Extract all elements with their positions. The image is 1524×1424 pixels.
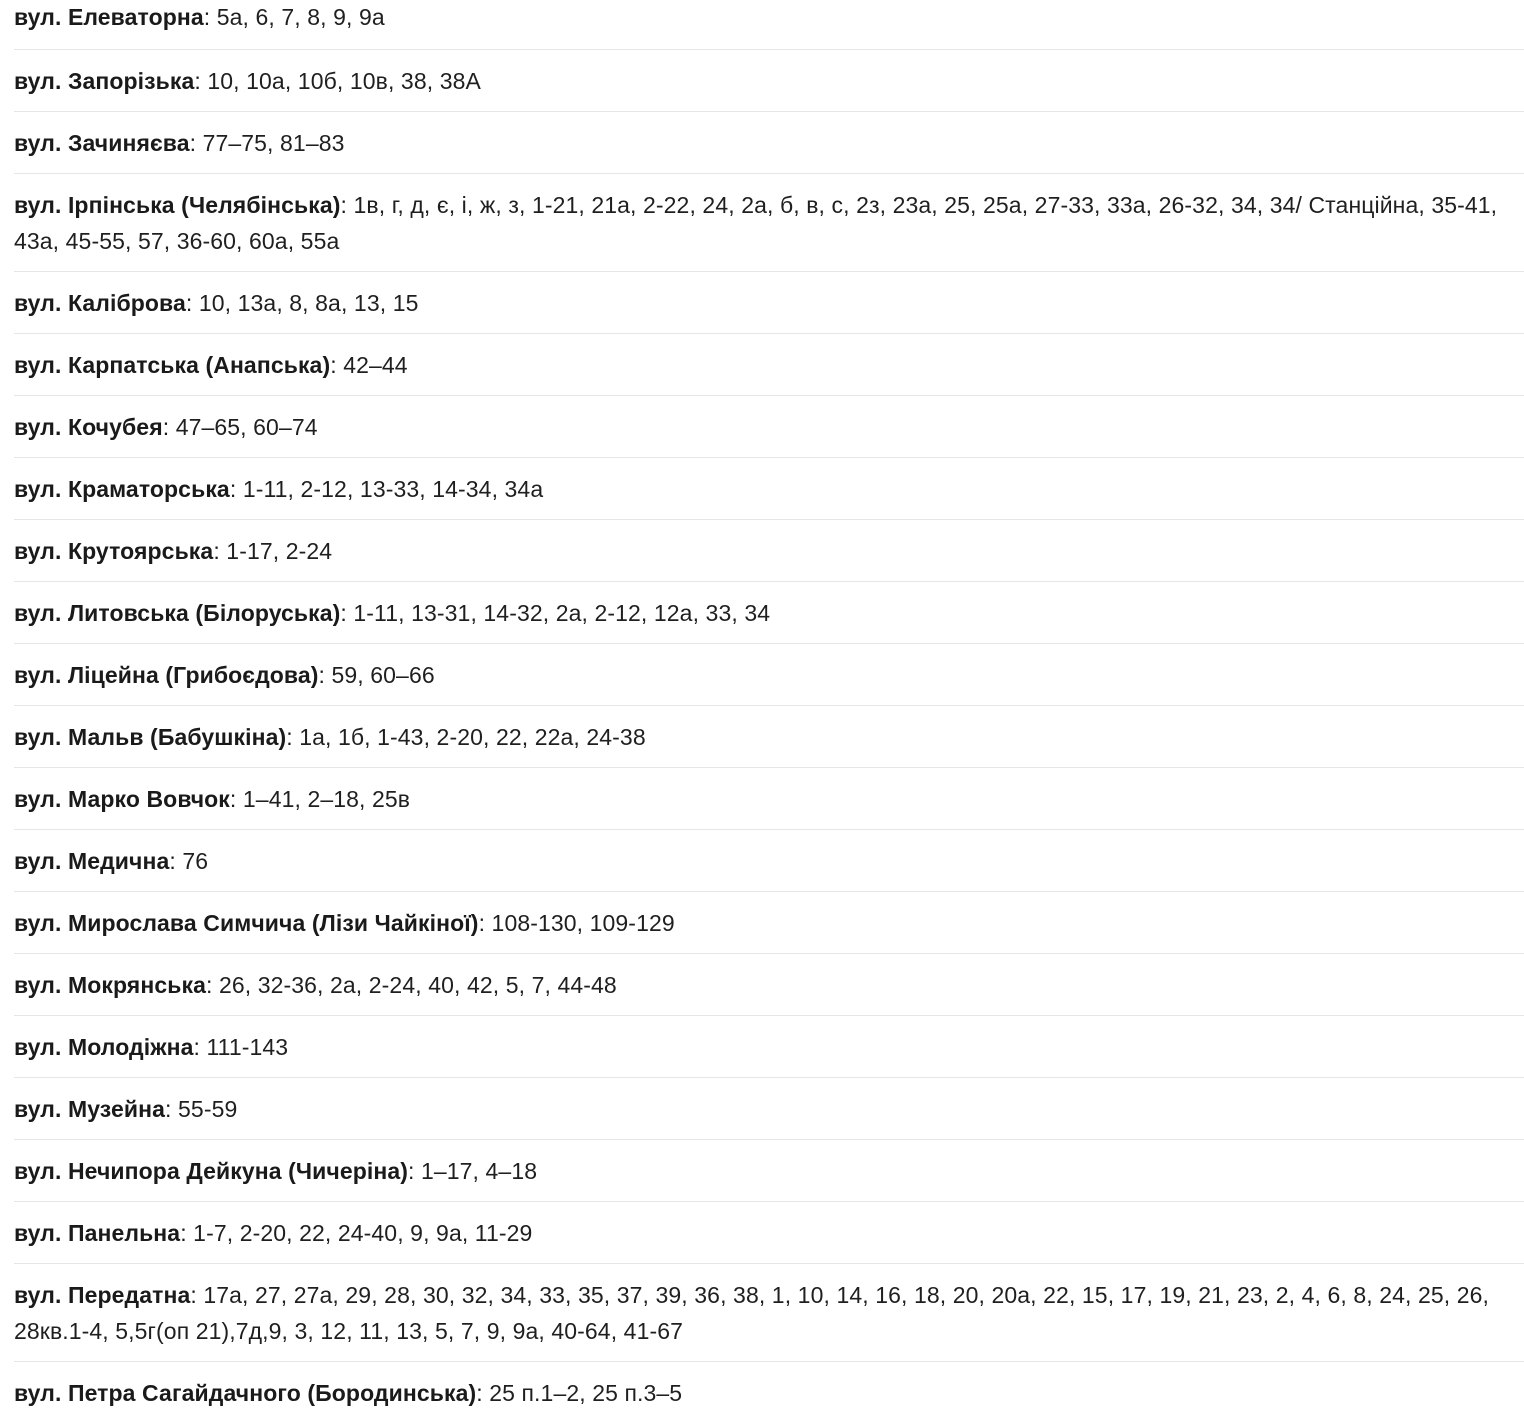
house-numbers: 42–44 (343, 352, 408, 378)
separator: : (318, 662, 332, 688)
list-item (14, 1362, 1524, 1424)
separator: : (408, 1158, 421, 1184)
street-name: вул. Ірпінська (Челябінська) (14, 192, 341, 218)
house-numbers: 26, 32-36, 2а, 2-24, 40, 42, 5, 7, 44-48 (218, 972, 617, 998)
house-numbers: 1-11, 2-12, 13-33, 14-34, 34а (242, 476, 544, 502)
separator: : (169, 848, 183, 874)
separator: : (189, 130, 203, 156)
house-numbers: 1–17, 4–18 (420, 1158, 538, 1184)
street-name: вул. Ліцейна (Грибоєдова) (14, 662, 319, 688)
list-item (14, 458, 1524, 520)
house-numbers: 1–41, 2–18, 25в (242, 786, 411, 812)
list-item (14, 50, 1524, 112)
separator: : (286, 724, 300, 750)
street-name: вул. Мальв (Бабушкіна) (14, 724, 287, 750)
house-numbers: 76 (182, 848, 209, 874)
separator: : (193, 1034, 207, 1060)
street-name: вул. Елеваторна (14, 4, 204, 30)
house-numbers: 47–65, 60–74 (175, 414, 318, 440)
house-numbers: 108-130, 109-129 (491, 910, 675, 936)
separator: : (476, 1380, 490, 1406)
street-name: вул. Музейна (14, 1096, 166, 1122)
list-item (14, 1140, 1524, 1202)
house-numbers: 10, 13а, 8, 8а, 13, 15 (198, 290, 419, 316)
separator: : (190, 1282, 204, 1308)
separator: : (340, 600, 354, 626)
street-name: вул. Панельна (14, 1220, 181, 1246)
list-item (14, 768, 1524, 830)
separator: : (330, 352, 344, 378)
separator: : (205, 972, 219, 998)
street-name: вул. Мирослава Симчича (Лізи Чайкіної) (14, 910, 479, 936)
list-item (14, 582, 1524, 644)
separator: : (340, 192, 354, 218)
list-item (14, 830, 1524, 892)
house-numbers: 77–75, 81–83 (202, 130, 345, 156)
street-name: вул. Мокрянська (14, 972, 206, 998)
street-name: вул. Нечипора Дейкуна (Чичеріна) (14, 1158, 408, 1184)
street-name: вул. Передатна (14, 1282, 191, 1308)
list-item (14, 954, 1524, 1016)
house-numbers: 1в, г, д, є, і, ж, з, 1-21, 21а, 2-22, 24, 2а, б, в, с, 2з, 23а, 25, 25а, 27-33, 33а, 26-32, 34, 34/ Станційна, 35-41, 43а, 45-55, 57, 36-60, 60а, 55а (14, 192, 1498, 254)
house-numbers: 59, 60–66 (331, 662, 435, 688)
street-name: вул. Молодіжна (14, 1034, 194, 1060)
house-numbers: 25 п.1–2, 25 п.3–5 (489, 1380, 683, 1406)
house-numbers: 17а, 27, 27а, 29, 28, 30, 32, 34, 33, 35, 37, 39, 36, 38, 1, 10, 14, 16, 18, 20, 20а, 22, 15, 17, 19, 21, 23, 2, 4, 6, 8, 24, 25, 26, 28кв.1-4, 5,5г(оп 21),7д,9, 3, 12, 11, 13, 5, 7, 9, 9а, 40-64, 41-67 (14, 1282, 1490, 1344)
list-item (14, 272, 1524, 334)
street-name: вул. Крутоярська (14, 538, 214, 564)
house-numbers: 1-11, 13-31, 14-32, 2а, 2-12, 12а, 33, 34 (353, 600, 771, 626)
street-name: вул. Медична (14, 848, 170, 874)
street-name: вул. Краматорська (14, 476, 230, 502)
street-name: вул. Запорізька (14, 68, 195, 94)
house-numbers: 10, 10а, 10б, 10в, 38, 38А (207, 68, 481, 94)
list-item (14, 334, 1524, 396)
house-numbers: 1-7, 2-20, 22, 24-40, 9, 9а, 11-29 (193, 1220, 533, 1246)
street-name: вул. Карпатська (Анапська) (14, 352, 331, 378)
list-item (14, 1016, 1524, 1078)
separator: : (185, 290, 199, 316)
separator: : (180, 1220, 194, 1246)
separator: : (162, 414, 176, 440)
list-item (14, 0, 1524, 50)
house-numbers: 55-59 (178, 1096, 238, 1122)
separator: : (229, 476, 243, 502)
separator: : (229, 786, 243, 812)
street-name: вул. Литовська (Білоруська) (14, 600, 341, 626)
separator: : (478, 910, 492, 936)
separator: : (213, 538, 227, 564)
list-item (14, 1078, 1524, 1140)
house-numbers: 1-17, 2-24 (226, 538, 333, 564)
list-item (14, 520, 1524, 582)
list-item (14, 1202, 1524, 1264)
house-numbers: 111-143 (206, 1034, 289, 1060)
street-name: вул. Марко Вовчок (14, 786, 230, 812)
separator: : (203, 4, 217, 30)
list-item (14, 112, 1524, 174)
house-numbers: 5а, 6, 7, 8, 9, 9а (216, 4, 385, 30)
list-item (14, 1264, 1524, 1362)
separator: : (194, 68, 208, 94)
street-name: вул. Зачиняєва (14, 130, 190, 156)
separator: : (165, 1096, 179, 1122)
list-item (14, 644, 1524, 706)
list-item (14, 892, 1524, 954)
list-item (14, 706, 1524, 768)
list-item (14, 396, 1524, 458)
street-name: вул. Каліброва (14, 290, 186, 316)
street-name: вул. Петра Сагайдачного (Бородинська) (14, 1380, 477, 1406)
street-name: вул. Кочубея (14, 414, 163, 440)
house-numbers: 1а, 1б, 1-43, 2-20, 22, 22а, 24-38 (299, 724, 646, 750)
list-item (14, 174, 1524, 272)
